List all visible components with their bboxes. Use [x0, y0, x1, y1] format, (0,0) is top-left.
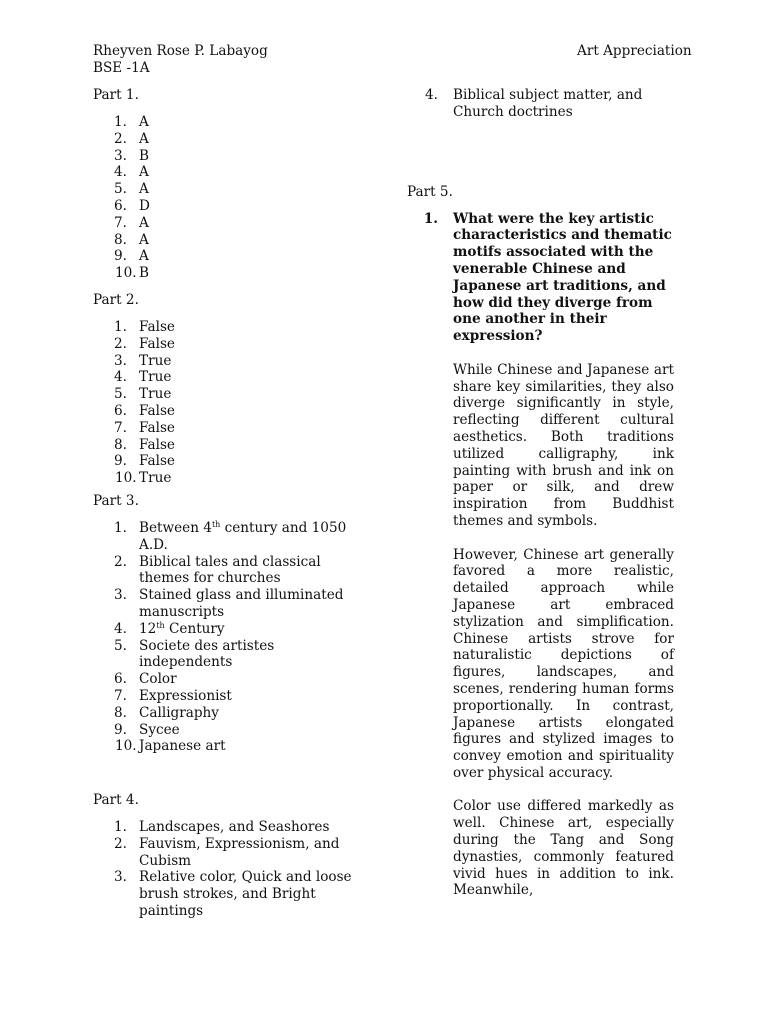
list-item: 8. Calligraphy [114, 704, 219, 721]
part4-label: Part 4. [93, 792, 139, 809]
list-item: 7. A [114, 214, 149, 231]
part1-list [93, 114, 363, 282]
student-section: BSE -1A [93, 60, 150, 76]
student-name: Rheyven Rose P. Labayog [93, 43, 268, 59]
part1-label: Part 1. [93, 87, 139, 103]
list-item: 8. A [114, 231, 149, 248]
list-item: 2. False [114, 335, 175, 352]
part4-list [93, 819, 363, 920]
list-item: 6. D [114, 197, 150, 214]
list-item: 5. Societe des artistes independents [114, 637, 275, 671]
left-column [93, 87, 363, 920]
list-item: 2. A [114, 130, 149, 147]
list-item: 9. False [114, 453, 175, 470]
part2-label: Part 2. [93, 291, 139, 308]
part4-list-continued [407, 87, 675, 121]
list-item: 7. False [114, 419, 175, 436]
part2-list [93, 319, 363, 487]
list-item: 9. Sycee [114, 721, 180, 738]
list-item: 5. A [114, 181, 149, 198]
list-item: 10. Japanese art [115, 738, 226, 755]
list-item: 6. False [114, 402, 175, 419]
list-item: 9. A [114, 248, 149, 265]
list-item: 1. A [114, 114, 149, 130]
list-item: 5. True [114, 386, 172, 403]
list-item: 2. Fauvism, Expressionism, and Cubism [114, 835, 340, 869]
list-item: 3. Relative color, Quick and loose brush strokes, and Bright paintings [114, 869, 352, 920]
part3-list [93, 520, 363, 755]
list-item: 6. Color [114, 671, 177, 688]
subject-title: Art Appreciation [577, 43, 692, 59]
list-item: 1. Landscapes, and Seashores [114, 819, 330, 836]
list-item: 1. Between 4th century and 1050 A.D. [114, 519, 347, 553]
answer-paragraph-2: However, Chinese art generally favored a more realistic, detailed approach while Japanese art embraced stylization and simplification. Chinese artists strove for naturalistic depictions of figures, landscapes, and scenes, rendering human forms proportionally. In contrast, Japanese artists elongated figures and stylized images to convey emotion and spirituality over physical accuracy. [453, 546, 674, 781]
answer-paragraph-3: Color use differed markedly as well. Chinese art, especially during the Tang and Song dynasties, commonly featured vivid hues in addition to ink. Meanwhile, [453, 798, 674, 899]
list-item: 8. False [114, 436, 175, 453]
list-item: 3. Stained glass and illuminated manuscripts [114, 587, 344, 620]
list-item: 4. Biblical subject matter, and Church doctrines [425, 87, 643, 120]
list-item: 1. False [114, 318, 175, 335]
list-item: 4. A [114, 164, 149, 181]
list-item: 10. True [115, 470, 172, 487]
part3-label: Part 3. [93, 492, 139, 509]
list-item: 4. 12th Century [114, 620, 225, 637]
list-item: 3. True [114, 352, 172, 369]
list-item: 3. B [114, 147, 149, 164]
part5-label: Part 5. [407, 183, 453, 200]
list-item: 2. Biblical tales and classical themes for churches [114, 553, 321, 587]
list-item: 4. True [114, 369, 172, 386]
list-item: 10. B [115, 265, 149, 282]
part5-list [407, 211, 675, 345]
list-item: 7. Expressionist [114, 687, 232, 704]
part5-question: 1. What were the key artistic characteristics and thematic motifs associated with the venerable Chinese and Japanese art traditions, and how did they diverge from one another in their expression? [423, 210, 672, 345]
right-column [407, 87, 687, 899]
answer-paragraph-1: While Chinese and Japanese art share key similarities, they also diverge significantly in style, reflecting different cultural aesthetics. Both traditions utilized calligraphy, ink painting with brush and ink on paper or silk, and drew inspiration from Buddhist themes and symbols. [453, 361, 674, 529]
student-info [93, 43, 268, 77]
